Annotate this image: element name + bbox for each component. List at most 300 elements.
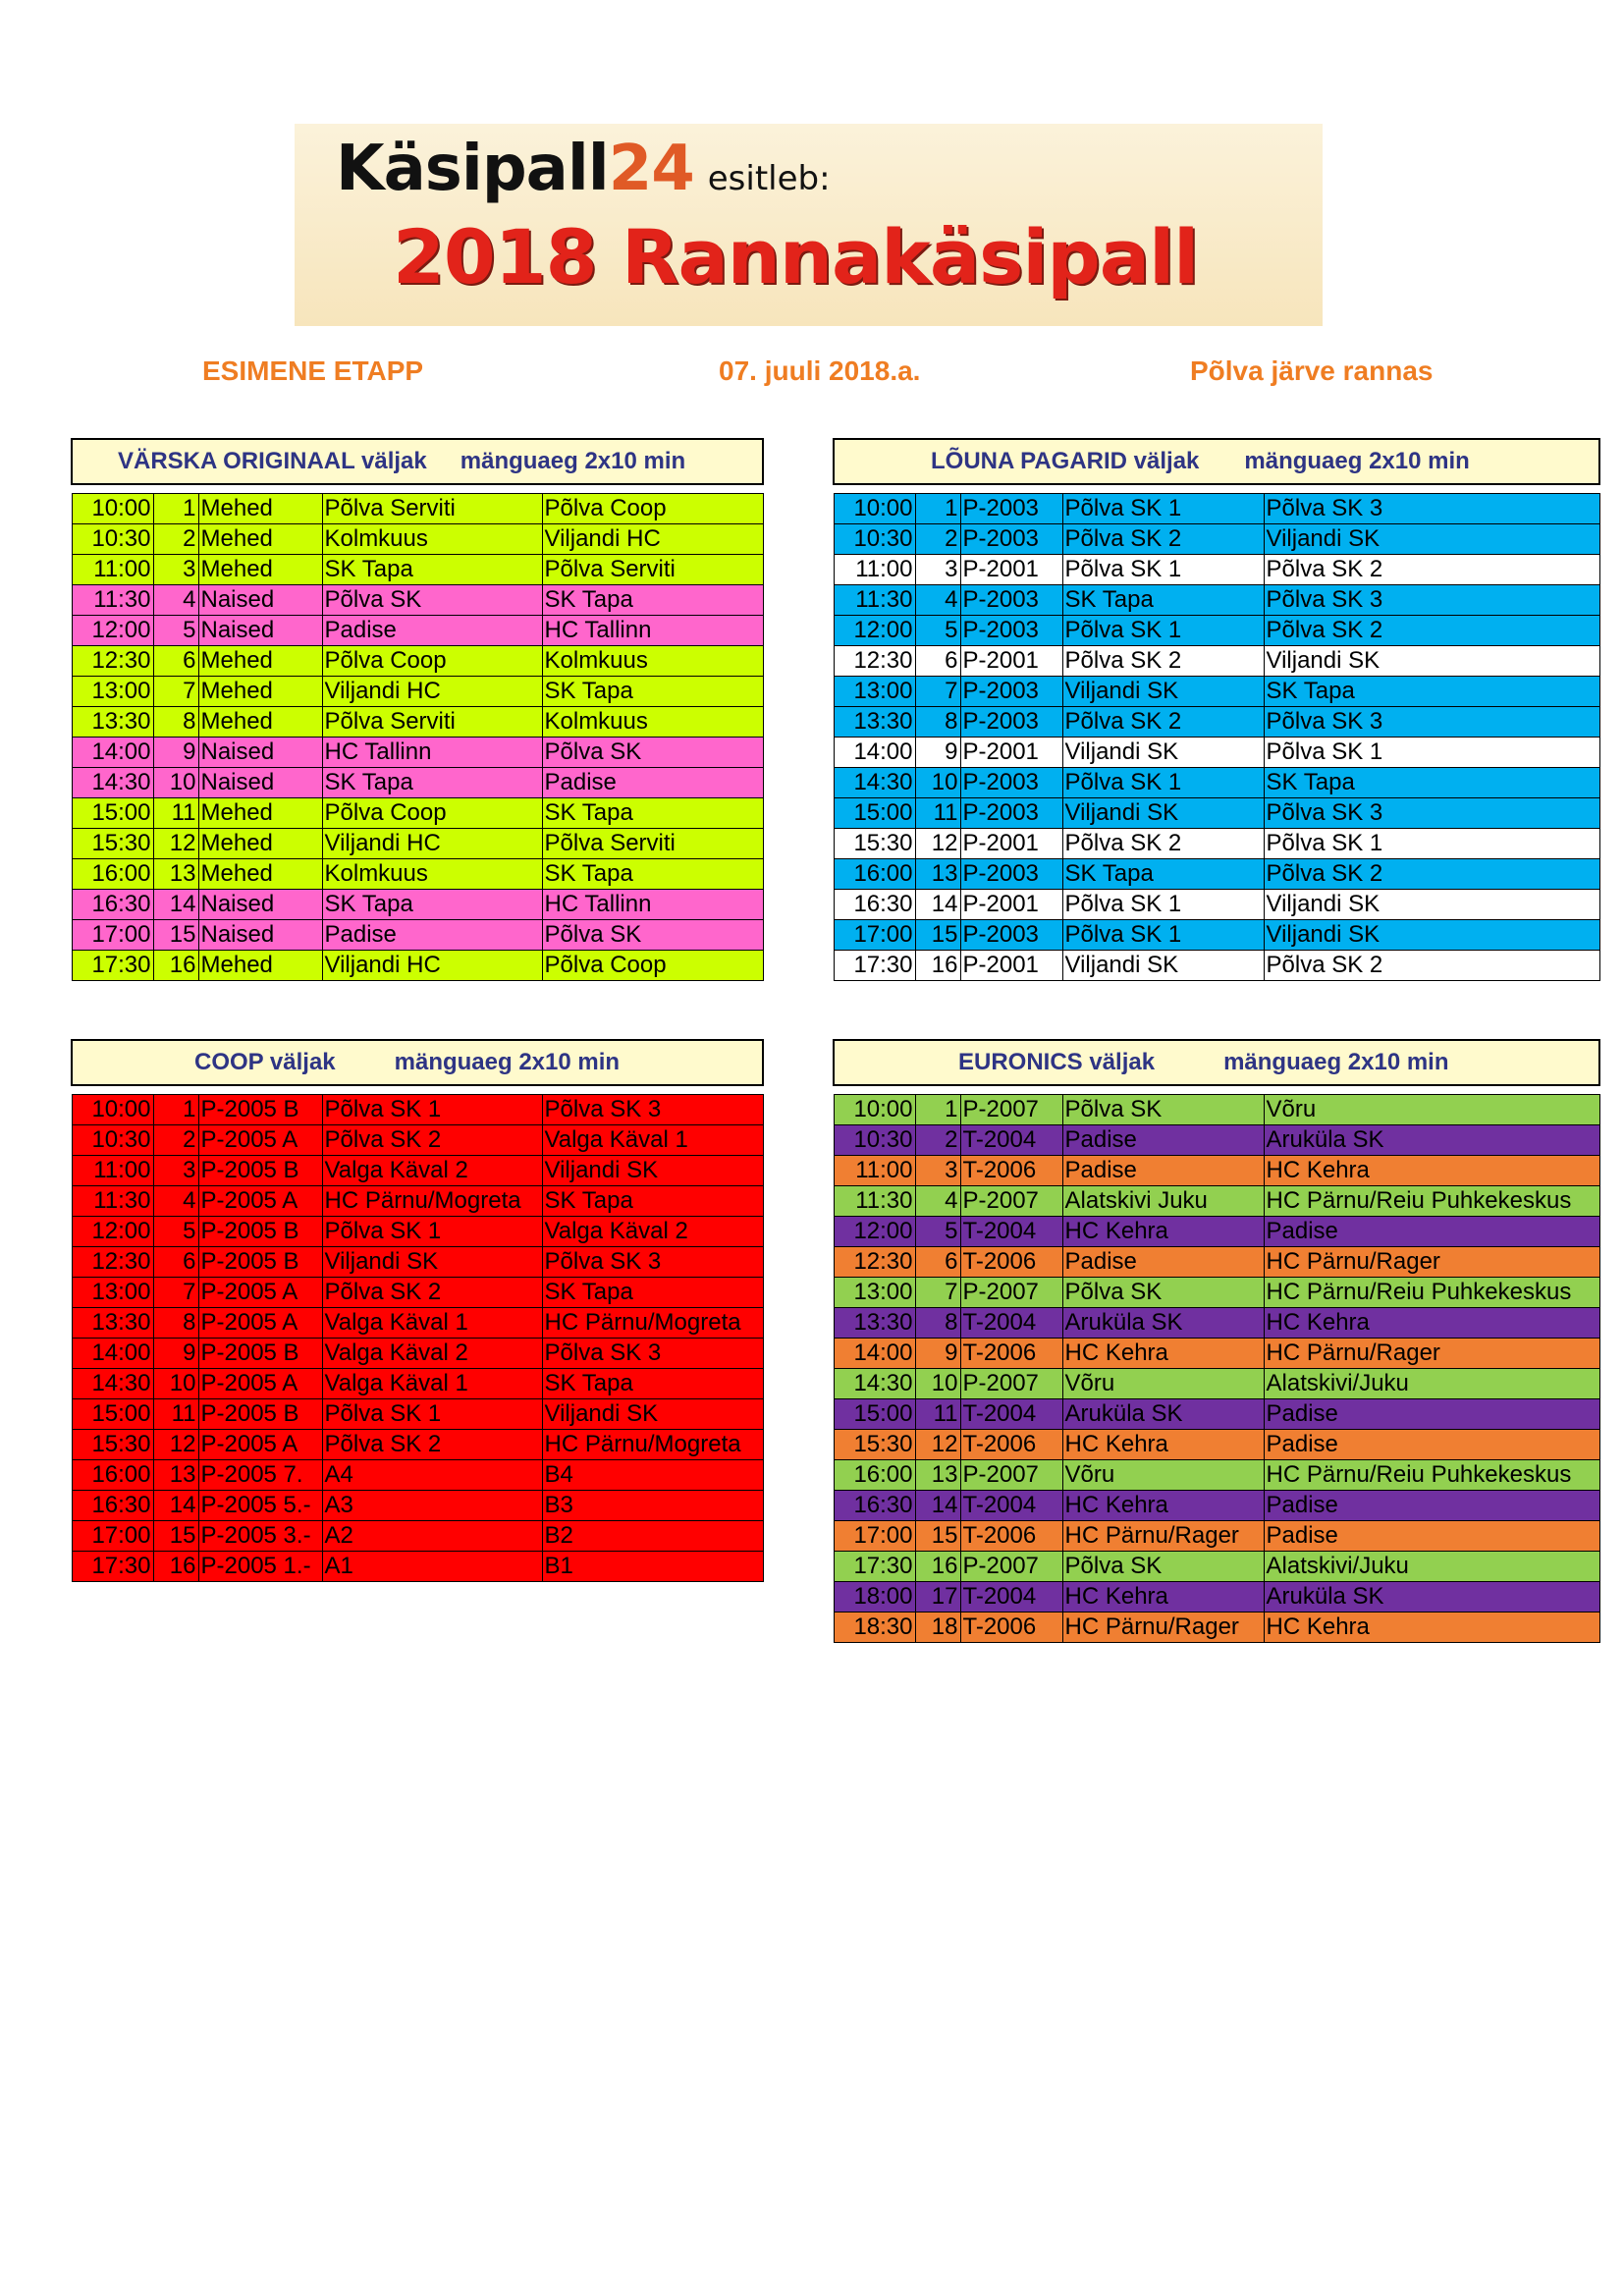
away-team: B3 (542, 1491, 763, 1521)
home-team: Põlva SK 2 (322, 1430, 542, 1460)
away-team: HC Kehra (1264, 1156, 1599, 1186)
match-row (834, 798, 1599, 829)
match-time: 13:00 (834, 677, 915, 707)
match-group: Mehed (198, 951, 322, 981)
match-row (834, 829, 1599, 859)
home-team: Padise (1062, 1125, 1264, 1156)
match-group: Naised (198, 585, 322, 616)
match-time: 11:30 (834, 585, 915, 616)
match-group: Naised (198, 768, 322, 798)
match-number: 14 (915, 890, 960, 920)
match-number: 1 (915, 494, 960, 524)
match-number: 8 (915, 707, 960, 738)
match-number: 15 (915, 1521, 960, 1552)
match-number: 3 (153, 555, 198, 585)
match-group: P-2005 B (198, 1156, 322, 1186)
match-number: 9 (915, 738, 960, 768)
match-time: 16:00 (834, 1460, 915, 1491)
away-team: Padise (1264, 1399, 1599, 1430)
away-team: SK Tapa (1264, 677, 1599, 707)
match-number: 6 (915, 1247, 960, 1278)
match-group: T-2006 (960, 1339, 1062, 1369)
match-group: Mehed (198, 859, 322, 890)
match-time: 13:30 (834, 707, 915, 738)
match-row (72, 616, 763, 646)
home-team: Põlva SK 1 (1062, 890, 1264, 920)
away-team: Viljandi HC (542, 524, 763, 555)
match-time: 17:30 (72, 951, 153, 981)
match-row (72, 890, 763, 920)
home-team: Aruküla SK (1062, 1308, 1264, 1339)
match-row (834, 1369, 1599, 1399)
match-time: 12:30 (834, 1247, 915, 1278)
match-number: 12 (153, 829, 198, 859)
match-number: 11 (153, 1399, 198, 1430)
match-group: P-2007 (960, 1369, 1062, 1399)
match-time: 11:30 (72, 1186, 153, 1217)
match-time: 12:00 (834, 616, 915, 646)
event-title: 2018 Rannakäsipall (393, 213, 1199, 301)
match-row (834, 1247, 1599, 1278)
home-team: SK Tapa (1062, 859, 1264, 890)
home-team: A1 (322, 1552, 542, 1582)
match-time: 13:00 (834, 1278, 915, 1308)
away-team: Padise (1264, 1430, 1599, 1460)
match-group: P-2005 A (198, 1278, 322, 1308)
schedule-table-euronics (833, 1039, 1600, 1643)
match-number: 2 (915, 524, 960, 555)
match-group: T-2006 (960, 1521, 1062, 1552)
away-team: HC Pärnu/Reiu Puhkekeskus (1264, 1278, 1599, 1308)
match-group: Mehed (198, 555, 322, 585)
match-time: 15:30 (72, 829, 153, 859)
home-team: Põlva SK 2 (1062, 646, 1264, 677)
brand-name: Käsipall (336, 133, 609, 205)
away-team: HC Tallinn (542, 890, 763, 920)
home-team: Põlva SK 1 (322, 1399, 542, 1430)
match-row (834, 1186, 1599, 1217)
match-time: 15:00 (834, 1399, 915, 1430)
match-number: 1 (153, 494, 198, 524)
match-time: 14:00 (834, 738, 915, 768)
match-number: 15 (153, 1521, 198, 1552)
away-team: Padise (542, 768, 763, 798)
away-team: Põlva SK 3 (1264, 707, 1599, 738)
home-team: HC Kehra (1062, 1582, 1264, 1613)
match-time: 17:00 (834, 920, 915, 951)
match-number: 4 (153, 1186, 198, 1217)
table-header (72, 439, 763, 484)
match-group: Mehed (198, 494, 322, 524)
match-time: 11:00 (72, 555, 153, 585)
away-team: Põlva SK 2 (1264, 616, 1599, 646)
match-row (834, 616, 1599, 646)
match-time: 15:30 (834, 829, 915, 859)
match-time: 12:30 (72, 1247, 153, 1278)
away-team: SK Tapa (542, 677, 763, 707)
match-group: T-2004 (960, 1125, 1062, 1156)
match-number: 18 (915, 1613, 960, 1643)
home-team: Põlva SK 2 (1062, 707, 1264, 738)
home-team: Viljandi SK (1062, 951, 1264, 981)
match-row (834, 524, 1599, 555)
home-team: Viljandi HC (322, 677, 542, 707)
match-number: 16 (153, 951, 198, 981)
home-team: Kolmkuus (322, 524, 542, 555)
match-time: 16:30 (834, 1491, 915, 1521)
match-group: P-2005 7. (198, 1460, 322, 1491)
match-number: 9 (153, 738, 198, 768)
away-team: Kolmkuus (542, 646, 763, 677)
match-time: 11:00 (834, 555, 915, 585)
match-group: T-2004 (960, 1582, 1062, 1613)
away-team: HC Pärnu/Mogreta (542, 1308, 763, 1339)
away-team: Viljandi SK (542, 1399, 763, 1430)
match-number: 7 (915, 1278, 960, 1308)
match-number: 11 (153, 798, 198, 829)
match-group: P-2001 (960, 646, 1062, 677)
game-duration: mänguaeg 2x10 min (1244, 448, 1470, 474)
home-team: Alatskivi Juku (1062, 1186, 1264, 1217)
match-number: 8 (153, 707, 198, 738)
match-time: 12:00 (72, 1217, 153, 1247)
match-row (72, 859, 763, 890)
match-group: P-2005 5.- (198, 1491, 322, 1521)
game-duration: mänguaeg 2x10 min (460, 448, 686, 474)
match-row (834, 1217, 1599, 1247)
home-team: HC Pärnu/Mogreta (322, 1186, 542, 1217)
match-row (834, 646, 1599, 677)
match-number: 1 (153, 1095, 198, 1125)
match-group: P-2005 B (198, 1095, 322, 1125)
stage-label: ESIMENE ETAPP (202, 355, 424, 386)
schedule-table-varska (71, 438, 764, 981)
match-number: 3 (153, 1156, 198, 1186)
home-team: Põlva SK 2 (322, 1125, 542, 1156)
match-time: 17:30 (834, 951, 915, 981)
match-number: 13 (153, 859, 198, 890)
away-team: B4 (542, 1460, 763, 1491)
match-group: T-2004 (960, 1217, 1062, 1247)
brand-number: 24 (608, 133, 694, 205)
field-name: EURONICS väljak (958, 1049, 1156, 1075)
match-group: P-2003 (960, 524, 1062, 555)
match-number: 13 (153, 1460, 198, 1491)
match-row (834, 1308, 1599, 1339)
match-time: 14:30 (72, 1369, 153, 1399)
match-number: 4 (915, 1186, 960, 1217)
match-number: 5 (153, 1217, 198, 1247)
away-team: B1 (542, 1552, 763, 1582)
match-time: 13:30 (834, 1308, 915, 1339)
match-row (834, 1399, 1599, 1430)
match-time: 12:30 (72, 646, 153, 677)
match-number: 6 (153, 1247, 198, 1278)
match-number: 3 (915, 555, 960, 585)
home-team: Viljandi SK (1062, 677, 1264, 707)
match-number: 14 (153, 890, 198, 920)
match-group: T-2006 (960, 1613, 1062, 1643)
field-name: COOP väljak (194, 1049, 336, 1075)
match-row (72, 494, 763, 524)
match-time: 10:00 (834, 1095, 915, 1125)
home-team: Padise (322, 920, 542, 951)
away-team: Põlva Coop (542, 951, 763, 981)
match-row (834, 859, 1599, 890)
schedule-table-coop (71, 1039, 764, 1582)
match-group: P-2003 (960, 859, 1062, 890)
away-team: Põlva SK 2 (1264, 859, 1599, 890)
match-time: 15:30 (834, 1430, 915, 1460)
home-team: Padise (1062, 1156, 1264, 1186)
match-group: P-2003 (960, 798, 1062, 829)
match-group: P-2005 A (198, 1186, 322, 1217)
match-row (72, 1278, 763, 1308)
home-team: HC Kehra (1062, 1491, 1264, 1521)
home-team: Põlva Serviti (322, 494, 542, 524)
match-time: 10:30 (72, 524, 153, 555)
match-group: P-2005 B (198, 1217, 322, 1247)
away-team: Põlva SK 2 (1264, 951, 1599, 981)
away-team: Põlva SK 3 (542, 1247, 763, 1278)
match-time: 12:30 (834, 646, 915, 677)
header-gap (72, 1085, 763, 1095)
match-group: P-2003 (960, 707, 1062, 738)
home-team: Põlva SK 1 (1062, 768, 1264, 798)
match-time: 11:30 (834, 1186, 915, 1217)
away-team: HC Pärnu/Reiu Puhkekeskus (1264, 1460, 1599, 1491)
away-team: HC Kehra (1264, 1613, 1599, 1643)
location-label: Põlva järve rannas (1190, 355, 1434, 386)
away-team: Alatskivi/Juku (1264, 1552, 1599, 1582)
away-team: Alatskivi/Juku (1264, 1369, 1599, 1399)
home-team: Põlva SK 2 (1062, 829, 1264, 859)
match-row (72, 555, 763, 585)
match-time: 11:00 (72, 1156, 153, 1186)
match-row (72, 920, 763, 951)
match-group: P-2005 A (198, 1125, 322, 1156)
match-time: 16:30 (72, 890, 153, 920)
match-group: P-2003 (960, 494, 1062, 524)
match-group: T-2006 (960, 1247, 1062, 1278)
match-row (834, 768, 1599, 798)
game-duration: mänguaeg 2x10 min (1223, 1049, 1449, 1075)
away-team: SK Tapa (542, 1186, 763, 1217)
match-number: 14 (153, 1491, 198, 1521)
home-team: SK Tapa (322, 890, 542, 920)
match-row (72, 738, 763, 768)
match-number: 10 (915, 768, 960, 798)
home-team: Põlva SK 1 (322, 1217, 542, 1247)
match-group: P-2007 (960, 1460, 1062, 1491)
schedule-table-louna-pagarid (833, 438, 1600, 981)
match-number: 12 (153, 1430, 198, 1460)
home-team: A2 (322, 1521, 542, 1552)
match-group: P-2001 (960, 738, 1062, 768)
match-group: P-2005 3.- (198, 1521, 322, 1552)
match-number: 8 (915, 1308, 960, 1339)
match-group: Mehed (198, 707, 322, 738)
match-row (72, 1399, 763, 1430)
home-team: Põlva SK 2 (322, 1278, 542, 1308)
match-group: P-2005 B (198, 1339, 322, 1369)
field-name: VÄRSKA ORIGINAAL väljak (118, 448, 427, 474)
home-team: HC Tallinn (322, 738, 542, 768)
match-row (72, 798, 763, 829)
home-team: Viljandi SK (322, 1247, 542, 1278)
match-time: 16:00 (72, 1460, 153, 1491)
match-row (834, 1156, 1599, 1186)
home-team: Viljandi HC (322, 829, 542, 859)
away-team: SK Tapa (542, 1278, 763, 1308)
home-team: HC Kehra (1062, 1217, 1264, 1247)
match-row (834, 951, 1599, 981)
home-team: Põlva SK 2 (1062, 524, 1264, 555)
match-time: 17:30 (72, 1552, 153, 1582)
match-row (72, 829, 763, 859)
match-group: P-2003 (960, 677, 1062, 707)
away-team: Põlva SK 3 (1264, 585, 1599, 616)
match-group: T-2004 (960, 1399, 1062, 1430)
match-time: 11:00 (834, 1156, 915, 1186)
home-team: SK Tapa (1062, 585, 1264, 616)
match-number: 12 (915, 1430, 960, 1460)
match-number: 2 (915, 1125, 960, 1156)
match-group: P-2005 B (198, 1247, 322, 1278)
match-time: 18:00 (834, 1582, 915, 1613)
match-group: P-2003 (960, 920, 1062, 951)
match-group: P-2001 (960, 555, 1062, 585)
away-team: HC Pärnu/Reiu Puhkekeskus (1264, 1186, 1599, 1217)
away-team: Padise (1264, 1521, 1599, 1552)
away-team: Valga Käval 1 (542, 1125, 763, 1156)
away-team: Kolmkuus (542, 707, 763, 738)
match-number: 13 (915, 1460, 960, 1491)
away-team: Põlva SK 1 (1264, 738, 1599, 768)
match-group: Naised (198, 738, 322, 768)
away-team: Viljandi SK (1264, 646, 1599, 677)
away-team: Viljandi SK (1264, 920, 1599, 951)
match-row (72, 768, 763, 798)
match-row (72, 1095, 763, 1125)
match-row (72, 524, 763, 555)
match-number: 14 (915, 1491, 960, 1521)
away-team: HC Kehra (1264, 1308, 1599, 1339)
match-time: 13:30 (72, 1308, 153, 1339)
match-row (834, 1125, 1599, 1156)
away-team: Võru (1264, 1095, 1599, 1125)
match-group: P-2005 A (198, 1430, 322, 1460)
match-row (72, 646, 763, 677)
match-time: 10:30 (72, 1125, 153, 1156)
match-group: Naised (198, 616, 322, 646)
away-team: Aruküla SK (1264, 1125, 1599, 1156)
match-time: 12:00 (834, 1217, 915, 1247)
home-team: Padise (322, 616, 542, 646)
home-team: Padise (1062, 1247, 1264, 1278)
away-team: Padise (1264, 1491, 1599, 1521)
match-group: Naised (198, 890, 322, 920)
match-group: P-2005 B (198, 1399, 322, 1430)
match-number: 6 (915, 646, 960, 677)
home-team: Kolmkuus (322, 859, 542, 890)
home-team: Põlva SK 1 (1062, 494, 1264, 524)
match-time: 10:00 (72, 494, 153, 524)
header-gap (834, 484, 1599, 494)
home-team: Põlva Serviti (322, 707, 542, 738)
match-row (834, 1460, 1599, 1491)
home-team: Viljandi SK (1062, 798, 1264, 829)
match-number: 8 (153, 1308, 198, 1339)
match-time: 17:00 (834, 1521, 915, 1552)
match-group: P-2005 A (198, 1308, 322, 1339)
home-team: HC Kehra (1062, 1430, 1264, 1460)
home-team: Põlva Coop (322, 798, 542, 829)
home-team: A3 (322, 1491, 542, 1521)
match-number: 16 (153, 1552, 198, 1582)
match-number: 4 (153, 585, 198, 616)
match-number: 9 (915, 1339, 960, 1369)
match-number: 3 (915, 1156, 960, 1186)
away-team: Viljandi SK (542, 1156, 763, 1186)
match-time: 16:00 (72, 859, 153, 890)
match-number: 15 (153, 920, 198, 951)
home-team: Põlva SK (322, 585, 542, 616)
match-row (72, 1308, 763, 1339)
match-row (834, 1552, 1599, 1582)
match-number: 7 (153, 1278, 198, 1308)
match-time: 10:00 (72, 1095, 153, 1125)
away-team: Põlva Coop (542, 494, 763, 524)
match-number: 5 (915, 616, 960, 646)
table-header (834, 439, 1599, 484)
match-number: 12 (915, 829, 960, 859)
match-time: 18:30 (834, 1613, 915, 1643)
match-number: 4 (915, 585, 960, 616)
match-row (72, 1186, 763, 1217)
home-team: Põlva SK (1062, 1278, 1264, 1308)
match-row (834, 1582, 1599, 1613)
away-team: Põlva SK 3 (542, 1095, 763, 1125)
match-row (72, 1247, 763, 1278)
match-time: 14:00 (72, 738, 153, 768)
home-team: Põlva SK 1 (1062, 920, 1264, 951)
match-number: 13 (915, 859, 960, 890)
match-number: 11 (915, 798, 960, 829)
home-team: Põlva SK (1062, 1095, 1264, 1125)
table-header (72, 1040, 763, 1085)
home-team: A4 (322, 1460, 542, 1491)
match-time: 14:00 (834, 1339, 915, 1369)
match-group: P-2005 A (198, 1369, 322, 1399)
away-team: Põlva SK 3 (1264, 494, 1599, 524)
match-time: 13:00 (72, 1278, 153, 1308)
presents-label: esitleb: (707, 159, 831, 198)
match-number: 2 (153, 1125, 198, 1156)
header-gap (834, 1085, 1599, 1095)
away-team: Valga Käval 2 (542, 1217, 763, 1247)
home-team: Põlva SK 1 (1062, 555, 1264, 585)
away-team: B2 (542, 1521, 763, 1552)
match-time: 15:30 (72, 1430, 153, 1460)
away-team: HC Pärnu/Mogreta (542, 1430, 763, 1460)
match-time: 13:30 (72, 707, 153, 738)
match-time: 15:00 (72, 1399, 153, 1430)
match-group: T-2006 (960, 1156, 1062, 1186)
away-team: Põlva SK 2 (1264, 555, 1599, 585)
match-number: 16 (915, 1552, 960, 1582)
match-group: P-2005 1.- (198, 1552, 322, 1582)
